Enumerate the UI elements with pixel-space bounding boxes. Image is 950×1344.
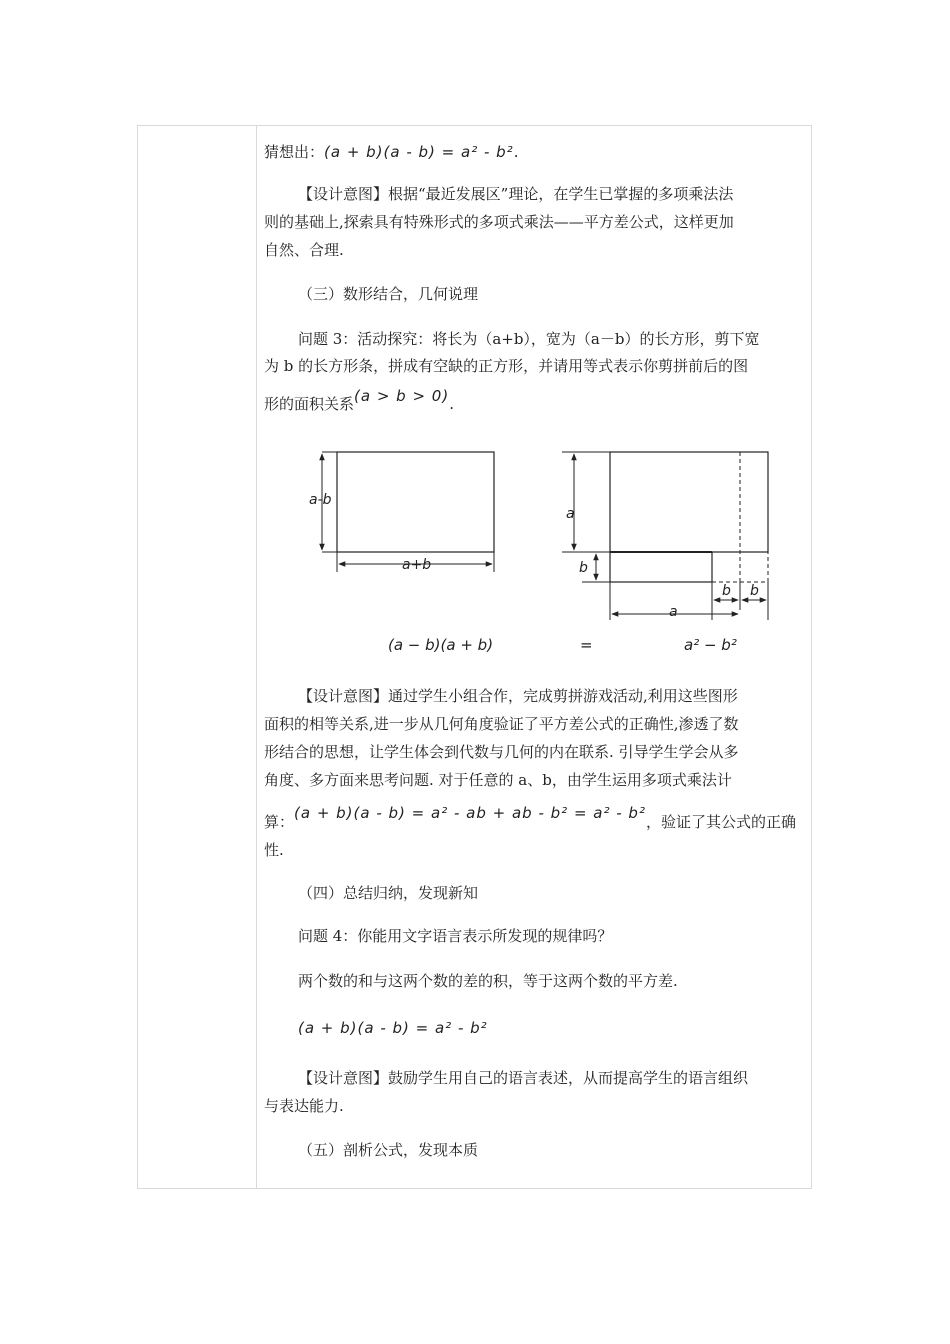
intent2-calc-prefix: 算： (264, 813, 295, 831)
intent1-line-3: 自然、合理. (264, 241, 344, 259)
q3-line-2: 为 b 的长方形条，拼成有空缺的正方形，并请用等式表示你剪拼前后的图 (264, 357, 749, 375)
intent2-calc-formula: (a + b)(a - b) = a² - ab + ab - b² = a² - b² (294, 804, 646, 822)
intent2-last-line: 性. (264, 841, 284, 859)
right-a-label: a (566, 506, 575, 522)
equation-right: a² − b² (684, 636, 737, 654)
right-square (610, 452, 768, 552)
conjecture-line (264, 142, 518, 162)
intent2-calc-suffix: ，验证了其公式的正确 (645, 813, 796, 831)
left-height-label: a-b (309, 492, 332, 508)
section3-heading: （三）数形结合，几何说理 (298, 285, 479, 303)
right-b-label: b (579, 560, 588, 576)
left-width-label: a+b (402, 557, 432, 573)
rule-text: 两个数的和与这两个数的差的积，等于这两个数的平方差. (298, 972, 678, 990)
section5-heading: （五）剖析公式，发现本质 (298, 1141, 479, 1159)
q3-line3-prefix: 形的面积关系 (264, 395, 355, 413)
section4-heading: （四）总结归纳，发现新知 (298, 884, 479, 902)
conjecture-formula: (a + b)(a - b) = a² - b² (324, 143, 514, 161)
formula-2: (a + b)(a - b) = a² - b² (298, 1019, 488, 1037)
intent1-line-2: 则的基础上,探索具有特殊形式的多项式乘法——平方差公式，这样更加 (264, 213, 734, 231)
equation-left: (a − b)(a + b) (388, 636, 494, 654)
bottom-b1-label: b (722, 583, 731, 599)
figure-drawing (292, 442, 792, 662)
conjecture-prefix: 猜想出： (264, 143, 325, 161)
cut-and-paste-figure (292, 442, 792, 662)
conjecture-suffix: . (513, 143, 519, 161)
intent2-line-4: 角度、多方面来思考问题. 对于任意的 a、b，由学生运用多项式乘法计 (264, 771, 732, 789)
left-rectangle (337, 452, 494, 552)
q3-line-1: 问题 3：活动探究：将长为（a+b），宽为（a－b）的长方形，剪下宽 (298, 330, 760, 348)
q3-line-3 (264, 387, 454, 414)
q4-text: 问题 4：你能用文字语言表示所发现的规律吗？ (298, 927, 613, 945)
intent2-line-2: 面积的相等关系,进一步从几何角度验证了平方差公式的正确性,渗透了数 (264, 715, 739, 733)
intent2-line-3: 形结合的思想，让学生体会到代数与几何的内在联系. 引导学生学会从多 (264, 743, 739, 761)
column-divider (256, 125, 257, 1189)
intent2-line-1: 【设计意图】通过学生小组合作，完成剪拼游戏活动,利用这些图形 (298, 687, 738, 705)
intent3-line-2: 与表达能力. (264, 1097, 344, 1115)
strip-rectangle (610, 552, 712, 582)
intent1-line-1: 【设计意图】根据“最近发展区”理论，在学生已掌握的多项乘法法 (298, 185, 734, 203)
intent2-calc-line (264, 804, 796, 832)
q3-line3-suffix: . (449, 395, 454, 413)
bottom-b2-label: b (750, 583, 759, 599)
intent3-line-1: 【设计意图】鼓励学生用自己的语言表述，从而提高学生的语言组织 (298, 1069, 749, 1087)
bottom-a-label: a (669, 604, 678, 620)
q3-condition: (a > b > 0) (354, 387, 450, 405)
equation-sign: = (580, 636, 593, 654)
